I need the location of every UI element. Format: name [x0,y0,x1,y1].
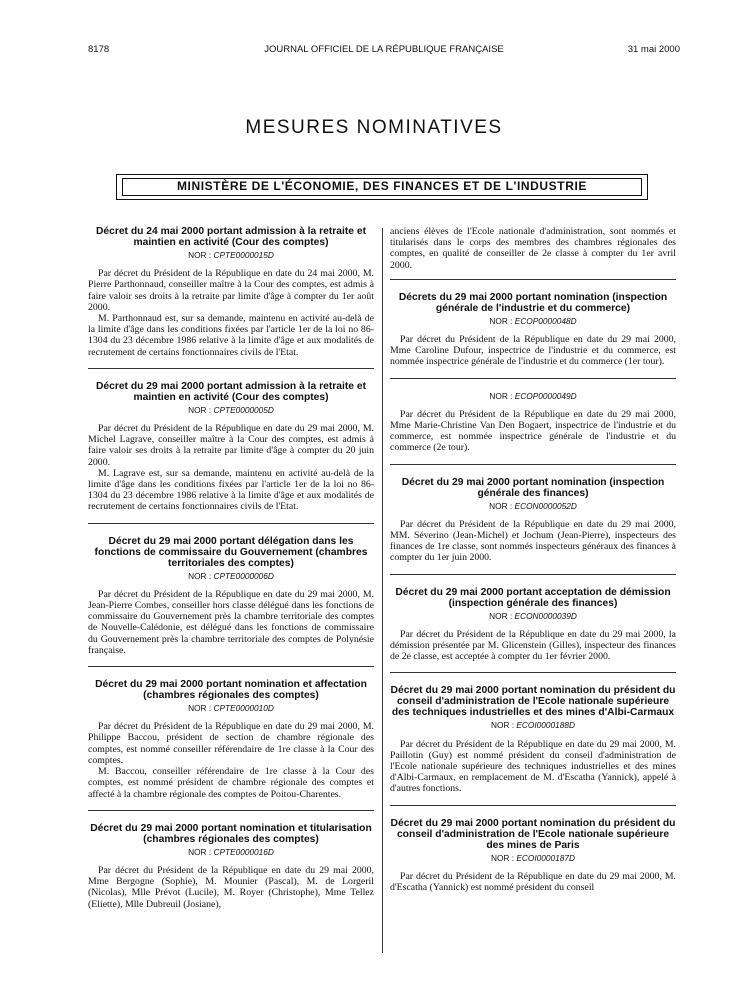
nor-reference [88,571,374,582]
decree-paragraph: M. Lagrave est, sur sa demande, maintenu en activité au-delà de la limite d'âge dans les conditions fixées par l'article 1er de la loi no 86-1304 du 23 décembre 1986 relative à la limite d'âge et aux modalités de recrutement de certains fonctionnaires civils de l'Etat. [88,467,374,513]
nor-reference [390,611,676,622]
decree-article [88,823,374,910]
nor-reference [390,391,676,402]
decree-heading: Décret du 29 mai 2000 portant nomination (inspection générale des finances) [401,476,665,499]
article-separator [88,666,374,667]
nor-label: NOR : [188,404,212,415]
page-title: MESURES NOMINATIVES [245,117,503,138]
issue-date: 31 mai 2000 [627,44,680,55]
continuation-paragraph: anciens élèves de l'Ecole nationale d'administration, sont nommés et titularisés dans le corps des membres des chambres régionales des comptes, en qualité de conseiller de 2e classe à compter du 1er avril 2000. [390,226,676,271]
nor-reference [390,720,676,731]
nor-code: CPTE0000005D [213,404,274,415]
decree-paragraph: Par décret du Président de la République en date du 29 mai 2000, la démission présentée par M. Glicenstein (Gilles), inspecteur des finances de 2e classe, est acceptée à compter du 1er février 2000. [390,628,676,663]
decree-article [88,536,374,656]
decree-heading: Décret du 24 mai 2000 portant admission à la retraite et maintien en activité (Cour des comptes) [95,226,367,248]
nor-reference [88,405,374,416]
nor-code: ECON0000052D [514,500,577,511]
decree-heading: Décret du 29 mai 2000 portant acceptation de démission (inspection générale des finances) [395,586,671,609]
decree-paragraph: Par décret du Président de la République en date du 29 mai 2000, M. Paillotin (Guy) est nommé président du conseil d'administration de l'Ecole nationale supérieure des techniques industrielles et des mines d'Albi-Carmaux, en remplacement de M. d'Escatha (Yannick), appelé à d'autres fonctions. [390,738,676,795]
decree-article [390,292,676,368]
article-separator [390,574,676,575]
nor-code: ECOP0000049D [514,390,577,401]
nor-reference [88,703,374,714]
ministry-name: MINISTÈRE DE L'ÉCONOMIE, DES FINANCES ET DE L'INDUSTRIE [176,179,588,193]
nor-label: NOR : [188,570,212,581]
nor-label: NOR : [491,720,515,731]
decree-heading: Décret du 29 mai 2000 portant nomination et affectation (chambres régionales des comptes) [95,679,367,702]
nor-code: ECON0000039D [514,610,577,621]
decree-paragraph: M. Parthonnaud est, sur sa demande, maintenu en activité au-delà de la limite d'âge dans les conditions fixées par l'article 1er de la loi no 86-1304 du 23 décembre 1986 relative à la limite d'âge et aux modalités de recrutement de certains fonctionnaires civils de l'Etat. [88,313,374,358]
nor-label: NOR : [188,703,212,714]
decree-paragraph: Par décret du Président de la République en date du 29 mai 2000, Mme Marie-Christine Van Den Bogaert, inspectrice de l'industrie et du commerce, est nommée inspectrice générale de l'industrie et du commerce (2e tour). [390,408,676,454]
nor-label: NOR : [489,390,513,401]
decree-article [390,685,676,794]
decree-paragraph: Par décret du Président de la République en date du 29 mai 2000, M. Jean-Pierre Combes, conseiller hors classe délégué dans les fonctions de commissaire du Gouvernement près la chambre territoriale des comptes de Nouvelle-Calédonie, est délégué dans les fonctions de commissaire du Gouvernement près la chambre territoriale des comptes de Polynésie française. [88,588,374,656]
nor-label: NOR : [188,250,212,260]
decree-article [88,381,374,513]
decree-article [390,391,676,454]
article-separator [390,805,676,806]
nor-reference [390,853,676,864]
left-column [88,226,374,920]
page-number: 8178 [88,44,110,55]
article-separator [88,368,374,369]
nor-label: NOR : [188,846,212,857]
decree-heading: Décret du 29 mai 2000 portant admission à la retraite et maintien en activité (Cour des comptes) [95,380,367,403]
nor-label: NOR : [489,610,513,621]
article-separator [88,523,374,524]
nor-label: NOR : [489,315,513,326]
nor-label: NOR : [491,852,515,863]
column-divider [382,228,383,953]
decree-heading: Décret du 29 mai 2000 portant nomination et titularisation (chambres régionales des comptes) [90,822,372,845]
nor-code: ECOP0000048D [514,315,577,326]
decree-article [390,818,676,894]
nor-code: CPTE0000015D [213,250,274,260]
journal-title: JOURNAL OFFICIEL DE LA RÉPUBLIQUE FRANÇAISE [264,44,504,55]
nor-reference [390,316,676,327]
decree-heading: Décret du 29 mai 2000 portant délégation dans les fonctions de commissaire du Gouvernement (chambres territoriales des comptes) [94,535,368,569]
nor-code: CPTE0000010D [213,703,274,714]
decree-paragraph: Par décret du Président de la République en date du 29 mai 2000, MM. Séverino (Jean-Michel) et Jochum (Jean-Pierre), inspecteurs des finances de 1re classe, sont nommés inspecteurs généraux des finances à compter du 1er juin 2000. [390,518,676,564]
decree-paragraph: Par décret du Président de la République en date du 24 mai 2000, M. Pierre Parthonnaud, conseiller maître à la Cour des comptes, est admis à faire valoir ses droits à la retraite par limite d'âge à compter du 1er août 2000. [88,268,374,313]
decree-heading: Décrets du 29 mai 2000 portant nomination (inspection générale de l'industrie et du commerce) [398,291,668,314]
nor-reference [390,501,676,512]
nor-code: ECOI0000187D [516,852,575,863]
decree-heading: Décret du 29 mai 2000 portant nomination du président du conseil d'administration de l'Ecole nationale supérieure des techniques industrielles et des mines d'Albi-Carmaux [390,685,676,719]
nor-reference [88,847,374,858]
article-separator [390,378,676,379]
decree-article [390,477,676,564]
nor-code: CPTE0000006D [213,570,274,581]
article-separator [390,279,676,280]
decree-article [88,679,374,800]
decree-paragraph: Par décret du Président de la République en date du 29 mai 2000, M. d'Escatha (Yannick) est nommé président du conseil [390,870,676,894]
ministry-banner [116,174,648,200]
nor-reference [88,250,374,261]
nor-label: NOR : [489,500,513,511]
decree-paragraph: Par décret du Président de la République en date du 29 mai 2000, M. Michel Lagrave, conseiller maître à la Cour des comptes, est admis à faire valoir ses droits à la retraite par limite d'âge à compter du 20 juin 2000. [88,423,374,468]
nor-code: CPTE0000016D [213,846,274,857]
decree-article [88,226,374,358]
decree-paragraph: Par décret du Président de la République en date du 29 mai 2000, Mme Caroline Dufour, inspectrice de l'industrie et du commerce, est nommée inspectrice générale de l'industrie et du commerce (1er tour). [390,334,676,368]
article-separator [390,672,676,673]
decree-article [390,587,676,663]
decree-paragraph: Par décret du Président de la République en date du 29 mai 2000, M. Philippe Baccou, président de section de chambre régionale des comptes, est nommé conseiller référendaire de 1re classe à la Cour des comptes. [88,721,374,766]
decree-paragraph: M. Baccou, conseiller référendaire de 1re classe à la Cour des comptes, est nommé président de chambre régionale des comptes et affecté à la chambre régionale des comptes de Poitou-Charentes. [88,766,374,800]
nor-code: ECOI0000188D [516,720,575,731]
right-column [390,226,676,903]
decree-heading: Décret du 29 mai 2000 portant nomination du président du conseil d'administration de l'Ecole nationale supérieure des mines de Paris [390,817,676,851]
article-separator [88,810,374,811]
article-separator [390,464,676,465]
decree-paragraph: Par décret du Président de la République en date du 29 mai 2000, Mme Bergogne (Sophie), M. Mounier (Pascal), M. de Lorgeril (Nicolas), Mlle Prévot (Lucile), M. Royer (Christophe), Mme Tellez (Eliette), Mlle Dubreuil (Josiane), [88,864,374,910]
